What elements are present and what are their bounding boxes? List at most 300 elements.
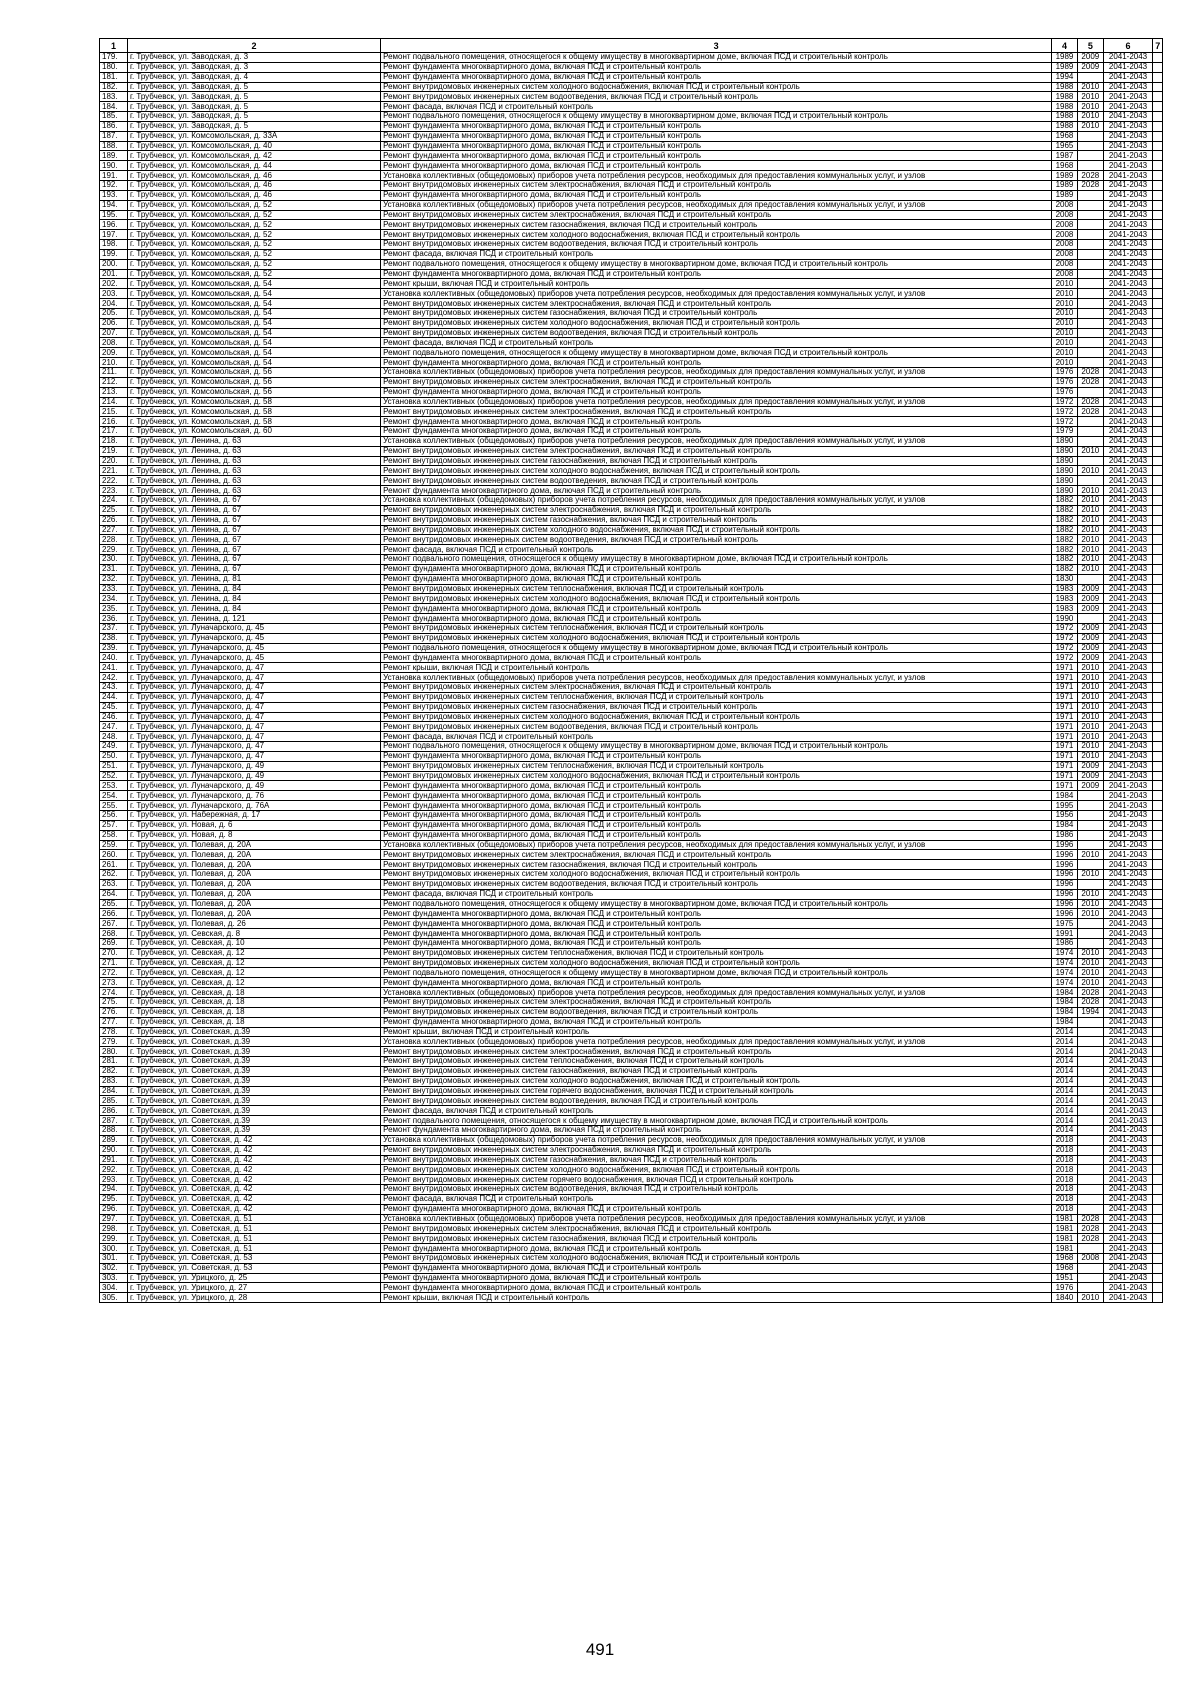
table-row bbox=[100, 53, 1163, 63]
row-build-year: 1971 bbox=[1052, 692, 1078, 702]
row-planned-period: 2041-2043 bbox=[1103, 791, 1153, 801]
row-work-type: Ремонт внутридомовых инженерных систем водоотведения, включая ПСД и строительный контроль bbox=[381, 1185, 1052, 1195]
row-last-repair-year bbox=[1077, 308, 1103, 318]
row-address: г. Трубчевск, ул. Комсомольская, д. 52 bbox=[128, 259, 381, 269]
row-empty-cell bbox=[1153, 948, 1163, 958]
table-row bbox=[100, 909, 1163, 919]
row-last-repair-year: 2010 bbox=[1077, 742, 1103, 752]
row-number: 215. bbox=[100, 407, 128, 417]
row-last-repair-year bbox=[1077, 1185, 1103, 1195]
row-build-year: 1981 bbox=[1052, 1224, 1078, 1234]
row-planned-period: 2041-2043 bbox=[1103, 121, 1153, 131]
row-empty-cell bbox=[1153, 840, 1163, 850]
row-empty-cell bbox=[1153, 210, 1163, 220]
row-address: г. Трубчевск, ул. Комсомольская, д. 52 bbox=[128, 230, 381, 240]
row-planned-period: 2041-2043 bbox=[1103, 279, 1153, 289]
row-empty-cell bbox=[1153, 1027, 1163, 1037]
row-empty-cell bbox=[1153, 308, 1163, 318]
row-number: 183. bbox=[100, 92, 128, 102]
row-empty-cell bbox=[1153, 456, 1163, 466]
row-empty-cell bbox=[1153, 1145, 1163, 1155]
row-address: г. Трубчевск, ул. Луначарского, д. 49 bbox=[128, 761, 381, 771]
row-last-repair-year: 2010 bbox=[1077, 486, 1103, 496]
row-planned-period: 2041-2043 bbox=[1103, 1076, 1153, 1086]
row-address: г. Трубчевск, ул. Комсомольская, д. 56 bbox=[128, 368, 381, 378]
row-build-year: 1983 bbox=[1052, 594, 1078, 604]
row-last-repair-year: 2010 bbox=[1077, 968, 1103, 978]
row-planned-period: 2041-2043 bbox=[1103, 495, 1153, 505]
table-row bbox=[100, 633, 1163, 643]
row-planned-period: 2041-2043 bbox=[1103, 712, 1153, 722]
row-number: 225. bbox=[100, 505, 128, 515]
row-number: 236. bbox=[100, 614, 128, 624]
row-address: г. Трубчевск, ул. Луначарского, д. 45 bbox=[128, 653, 381, 663]
row-number: 193. bbox=[100, 190, 128, 200]
row-work-type: Ремонт внутридомовых инженерных систем электроснабжения, включая ПСД и строительный контроль bbox=[381, 1047, 1052, 1057]
row-build-year: 1971 bbox=[1052, 732, 1078, 742]
row-address: г. Трубчевск, ул. Ленина, д. 84 bbox=[128, 604, 381, 614]
table-row bbox=[100, 594, 1163, 604]
row-build-year: 2008 bbox=[1052, 269, 1078, 279]
row-last-repair-year bbox=[1077, 1066, 1103, 1076]
row-planned-period: 2041-2043 bbox=[1103, 1214, 1153, 1224]
table-row bbox=[100, 860, 1163, 870]
row-last-repair-year bbox=[1077, 1096, 1103, 1106]
row-build-year: 1972 bbox=[1052, 643, 1078, 653]
row-number: 274. bbox=[100, 988, 128, 998]
row-planned-period: 2041-2043 bbox=[1103, 368, 1153, 378]
row-address: г. Трубчевск, ул. Комсомольская, д. 54 bbox=[128, 299, 381, 309]
row-last-repair-year bbox=[1077, 387, 1103, 397]
row-last-repair-year bbox=[1077, 1135, 1103, 1145]
row-build-year: 2014 bbox=[1052, 1106, 1078, 1116]
row-empty-cell bbox=[1153, 1224, 1163, 1234]
row-empty-cell bbox=[1153, 545, 1163, 555]
row-number: 265. bbox=[100, 899, 128, 909]
row-planned-period: 2041-2043 bbox=[1103, 683, 1153, 693]
row-last-repair-year bbox=[1077, 1204, 1103, 1214]
row-planned-period: 2041-2043 bbox=[1103, 820, 1153, 830]
row-last-repair-year bbox=[1077, 72, 1103, 82]
table-row bbox=[100, 131, 1163, 141]
row-address: г. Трубчевск, ул. Ленина, д. 63 bbox=[128, 456, 381, 466]
row-planned-period: 2041-2043 bbox=[1103, 515, 1153, 525]
table-row bbox=[100, 446, 1163, 456]
row-work-type: Ремонт внутридомовых инженерных систем электроснабжения, включая ПСД и строительный контроль bbox=[381, 446, 1052, 456]
table-row bbox=[100, 368, 1163, 378]
row-number: 220. bbox=[100, 456, 128, 466]
row-number: 281. bbox=[100, 1057, 128, 1067]
row-address: г. Трубчевск, ул. Советская, д.39 bbox=[128, 1125, 381, 1135]
row-last-repair-year: 2009 bbox=[1077, 653, 1103, 663]
row-empty-cell bbox=[1153, 476, 1163, 486]
table-row bbox=[100, 476, 1163, 486]
row-empty-cell bbox=[1153, 623, 1163, 633]
row-address: г. Трубчевск, ул. Полевая, д. 20А bbox=[128, 860, 381, 870]
table-row bbox=[100, 466, 1163, 476]
row-last-repair-year: 2010 bbox=[1077, 899, 1103, 909]
row-build-year: 1974 bbox=[1052, 968, 1078, 978]
row-last-repair-year: 2009 bbox=[1077, 584, 1103, 594]
row-work-type: Ремонт фундамента многоквартирного дома, включая ПСД и строительный контроль bbox=[381, 161, 1052, 171]
row-last-repair-year: 2009 bbox=[1077, 623, 1103, 633]
row-number: 197. bbox=[100, 230, 128, 240]
row-last-repair-year bbox=[1077, 830, 1103, 840]
row-last-repair-year: 2009 bbox=[1077, 643, 1103, 653]
row-build-year: 2008 bbox=[1052, 200, 1078, 210]
row-work-type: Ремонт фундамента многоквартирного дома, включая ПСД и строительный контроль bbox=[381, 653, 1052, 663]
row-build-year: 2010 bbox=[1052, 299, 1078, 309]
row-last-repair-year bbox=[1077, 259, 1103, 269]
row-work-type: Ремонт фасада, включая ПСД и строительный контроль bbox=[381, 1194, 1052, 1204]
row-planned-period: 2041-2043 bbox=[1103, 614, 1153, 624]
table-row bbox=[100, 299, 1163, 309]
row-build-year: 1890 bbox=[1052, 486, 1078, 496]
row-planned-period: 2041-2043 bbox=[1103, 141, 1153, 151]
row-work-type: Ремонт фундамента многоквартирного дома, включая ПСД и строительный контроль bbox=[381, 141, 1052, 151]
row-empty-cell bbox=[1153, 899, 1163, 909]
row-number: 216. bbox=[100, 417, 128, 427]
row-work-type: Ремонт внутридомовых инженерных систем водоотведения, включая ПСД и строительный контроль bbox=[381, 240, 1052, 250]
table-row bbox=[100, 663, 1163, 673]
row-build-year: 1971 bbox=[1052, 742, 1078, 752]
row-build-year: 1974 bbox=[1052, 978, 1078, 988]
table-row bbox=[100, 456, 1163, 466]
row-empty-cell bbox=[1153, 929, 1163, 939]
row-planned-period: 2041-2043 bbox=[1103, 545, 1153, 555]
row-number: 289. bbox=[100, 1135, 128, 1145]
row-number: 241. bbox=[100, 663, 128, 673]
row-empty-cell bbox=[1153, 889, 1163, 899]
row-last-repair-year bbox=[1077, 328, 1103, 338]
row-empty-cell bbox=[1153, 1273, 1163, 1283]
row-number: 275. bbox=[100, 998, 128, 1008]
row-number: 184. bbox=[100, 102, 128, 112]
row-work-type: Ремонт внутридомовых инженерных систем водоотведения, включая ПСД и строительный контроль bbox=[381, 1007, 1052, 1017]
row-work-type: Ремонт фундамента многоквартирного дома, включая ПСД и строительный контроль bbox=[381, 938, 1052, 948]
row-last-repair-year: 2028 bbox=[1077, 180, 1103, 190]
table-row bbox=[100, 141, 1163, 151]
row-work-type: Ремонт фасада, включая ПСД и строительный контроль bbox=[381, 249, 1052, 259]
table-row bbox=[100, 1125, 1163, 1135]
row-number: 263. bbox=[100, 879, 128, 889]
table-row bbox=[100, 161, 1163, 171]
row-address: г. Трубчевск, ул. Ленина, д. 63 bbox=[128, 466, 381, 476]
row-build-year: 2010 bbox=[1052, 318, 1078, 328]
table-row bbox=[100, 328, 1163, 338]
row-empty-cell bbox=[1153, 240, 1163, 250]
row-planned-period: 2041-2043 bbox=[1103, 1204, 1153, 1214]
row-last-repair-year bbox=[1077, 1165, 1103, 1175]
row-planned-period: 2041-2043 bbox=[1103, 929, 1153, 939]
row-number: 295. bbox=[100, 1194, 128, 1204]
row-empty-cell bbox=[1153, 259, 1163, 269]
row-address: г. Трубчевск, ул. Советская, д.39 bbox=[128, 1057, 381, 1067]
row-last-repair-year: 2010 bbox=[1077, 948, 1103, 958]
row-empty-cell bbox=[1153, 161, 1163, 171]
row-build-year: 1882 bbox=[1052, 505, 1078, 515]
row-build-year: 1989 bbox=[1052, 180, 1078, 190]
register-table bbox=[99, 38, 1163, 1303]
table-row bbox=[100, 968, 1163, 978]
row-planned-period: 2041-2043 bbox=[1103, 230, 1153, 240]
row-empty-cell bbox=[1153, 633, 1163, 643]
row-build-year: 1971 bbox=[1052, 781, 1078, 791]
table-row bbox=[100, 653, 1163, 663]
row-last-repair-year: 2009 bbox=[1077, 633, 1103, 643]
row-address: г. Трубчевск, ул. Ленина, д. 121 bbox=[128, 614, 381, 624]
row-planned-period: 2041-2043 bbox=[1103, 525, 1153, 535]
table-row bbox=[100, 830, 1163, 840]
row-planned-period: 2041-2043 bbox=[1103, 397, 1153, 407]
row-empty-cell bbox=[1153, 427, 1163, 437]
row-address: г. Трубчевск, ул. Заводская, д. 3 bbox=[128, 53, 381, 63]
row-number: 291. bbox=[100, 1155, 128, 1165]
row-build-year: 2018 bbox=[1052, 1175, 1078, 1185]
row-work-type: Ремонт фундамента многоквартирного дома, включая ПСД и строительный контроль bbox=[381, 820, 1052, 830]
row-build-year: 1882 bbox=[1052, 495, 1078, 505]
row-address: г. Трубчевск, ул. Комсомольская, д. 54 bbox=[128, 279, 381, 289]
row-planned-period: 2041-2043 bbox=[1103, 289, 1153, 299]
row-build-year: 2014 bbox=[1052, 1047, 1078, 1057]
row-address: г. Трубчевск, ул. Советская, д. 42 bbox=[128, 1145, 381, 1155]
table-row bbox=[100, 791, 1163, 801]
row-build-year: 1882 bbox=[1052, 555, 1078, 565]
row-address: г. Трубчевск, ул. Луначарского, д. 49 bbox=[128, 771, 381, 781]
row-planned-period: 2041-2043 bbox=[1103, 1116, 1153, 1126]
row-planned-period: 2041-2043 bbox=[1103, 702, 1153, 712]
row-build-year: 1968 bbox=[1052, 131, 1078, 141]
row-number: 250. bbox=[100, 751, 128, 761]
row-work-type: Ремонт внутридомовых инженерных систем электроснабжения, включая ПСД и строительный контроль bbox=[381, 1224, 1052, 1234]
row-work-type: Ремонт внутридомовых инженерных систем электроснабжения, включая ПСД и строительный контроль bbox=[381, 505, 1052, 515]
row-empty-cell bbox=[1153, 200, 1163, 210]
row-build-year: 2008 bbox=[1052, 210, 1078, 220]
row-last-repair-year: 2010 bbox=[1077, 958, 1103, 968]
row-planned-period: 2041-2043 bbox=[1103, 407, 1153, 417]
row-build-year: 1956 bbox=[1052, 810, 1078, 820]
row-work-type: Ремонт фундамента многоквартирного дома, включая ПСД и строительный контроль bbox=[381, 1283, 1052, 1293]
row-empty-cell bbox=[1153, 810, 1163, 820]
row-number: 243. bbox=[100, 683, 128, 693]
row-planned-period: 2041-2043 bbox=[1103, 1145, 1153, 1155]
row-empty-cell bbox=[1153, 269, 1163, 279]
row-work-type: Ремонт фундамента многоквартирного дома, включая ПСД и строительный контроль bbox=[381, 151, 1052, 161]
table-row bbox=[100, 190, 1163, 200]
row-empty-cell bbox=[1153, 1253, 1163, 1263]
row-work-type: Ремонт внутридомовых инженерных систем электроснабжения, включая ПСД и строительный контроль bbox=[381, 407, 1052, 417]
col-header: 1 bbox=[100, 39, 128, 53]
row-work-type: Ремонт крыши, включая ПСД и строительный контроль bbox=[381, 1027, 1052, 1037]
row-empty-cell bbox=[1153, 1125, 1163, 1135]
row-number: 227. bbox=[100, 525, 128, 535]
table-row bbox=[100, 171, 1163, 181]
row-last-repair-year bbox=[1077, 249, 1103, 259]
header-row bbox=[100, 39, 1163, 53]
row-work-type: Ремонт фундамента многоквартирного дома, включая ПСД и строительный контроль bbox=[381, 427, 1052, 437]
table-row bbox=[100, 810, 1163, 820]
row-work-type: Ремонт фундамента многоквартирного дома, включая ПСД и строительный контроль bbox=[381, 614, 1052, 624]
row-build-year: 1968 bbox=[1052, 1253, 1078, 1263]
row-number: 249. bbox=[100, 742, 128, 752]
row-work-type: Ремонт внутридомовых инженерных систем водоотведения, включая ПСД и строительный контроль bbox=[381, 1096, 1052, 1106]
row-empty-cell bbox=[1153, 1017, 1163, 1027]
row-address: г. Трубчевск, ул. Луначарского, д. 76А bbox=[128, 801, 381, 811]
row-number: 300. bbox=[100, 1244, 128, 1254]
row-address: г. Трубчевск, ул. Луначарского, д. 45 bbox=[128, 623, 381, 633]
table-row bbox=[100, 761, 1163, 771]
row-work-type: Ремонт фасада, включая ПСД и строительный контроль bbox=[381, 102, 1052, 112]
row-number: 199. bbox=[100, 249, 128, 259]
row-empty-cell bbox=[1153, 1106, 1163, 1116]
row-address: г. Трубчевск, ул. Ленина, д. 67 bbox=[128, 564, 381, 574]
row-last-repair-year bbox=[1077, 436, 1103, 446]
row-last-repair-year bbox=[1077, 929, 1103, 939]
row-empty-cell bbox=[1153, 1244, 1163, 1254]
row-last-repair-year: 2028 bbox=[1077, 1224, 1103, 1234]
row-build-year: 2018 bbox=[1052, 1135, 1078, 1145]
row-work-type: Ремонт подвального помещения, относящегося к общему имуществу в многоквартирном доме, включая ПСД и строительный контроль bbox=[381, 555, 1052, 565]
table-row bbox=[100, 722, 1163, 732]
row-number: 298. bbox=[100, 1224, 128, 1234]
row-build-year: 1989 bbox=[1052, 190, 1078, 200]
row-planned-period: 2041-2043 bbox=[1103, 1234, 1153, 1244]
table-row bbox=[100, 623, 1163, 633]
row-address: г. Трубчевск, ул. Советская, д.39 bbox=[128, 1037, 381, 1047]
row-address: г. Трубчевск, ул. Севская, д. 8 bbox=[128, 929, 381, 939]
row-build-year: 1986 bbox=[1052, 938, 1078, 948]
table-row bbox=[100, 112, 1163, 122]
row-empty-cell bbox=[1153, 732, 1163, 742]
row-last-repair-year bbox=[1077, 1116, 1103, 1126]
row-address: г. Трубчевск, ул. Заводская, д. 5 bbox=[128, 112, 381, 122]
table-row bbox=[100, 751, 1163, 761]
row-work-type: Установка коллективных (общедомовых) приборов учета потребления ресурсов, необходимых для предоставления коммунальных услуг, и узлов bbox=[381, 200, 1052, 210]
row-build-year: 1840 bbox=[1052, 1293, 1078, 1303]
row-empty-cell bbox=[1153, 1007, 1163, 1017]
row-address: г. Трубчевск, ул. Луначарского, д. 47 bbox=[128, 702, 381, 712]
row-work-type: Ремонт фундамента многоквартирного дома, включая ПСД и строительный контроль bbox=[381, 1125, 1052, 1135]
row-work-type: Ремонт фундамента многоквартирного дома, включая ПСД и строительный контроль bbox=[381, 387, 1052, 397]
row-work-type: Ремонт внутридомовых инженерных систем горячего водоснабжения, включая ПСД и строительный контроль bbox=[381, 1175, 1052, 1185]
row-planned-period: 2041-2043 bbox=[1103, 830, 1153, 840]
table-row bbox=[100, 820, 1163, 830]
row-build-year: 1984 bbox=[1052, 791, 1078, 801]
table-row bbox=[100, 269, 1163, 279]
row-empty-cell bbox=[1153, 1204, 1163, 1214]
row-empty-cell bbox=[1153, 407, 1163, 417]
row-number: 245. bbox=[100, 702, 128, 712]
row-work-type: Ремонт крыши, включая ПСД и строительный контроль bbox=[381, 1293, 1052, 1303]
row-empty-cell bbox=[1153, 1066, 1163, 1076]
row-last-repair-year bbox=[1077, 338, 1103, 348]
row-planned-period: 2041-2043 bbox=[1103, 663, 1153, 673]
row-build-year: 2010 bbox=[1052, 358, 1078, 368]
row-build-year: 2014 bbox=[1052, 1037, 1078, 1047]
table-row bbox=[100, 1234, 1163, 1244]
table-row bbox=[100, 1165, 1163, 1175]
row-last-repair-year bbox=[1077, 299, 1103, 309]
table-row bbox=[100, 850, 1163, 860]
row-planned-period: 2041-2043 bbox=[1103, 161, 1153, 171]
row-build-year: 1981 bbox=[1052, 1234, 1078, 1244]
row-address: г. Трубчевск, ул. Комсомольская, д. 44 bbox=[128, 161, 381, 171]
row-empty-cell bbox=[1153, 446, 1163, 456]
row-build-year: 1971 bbox=[1052, 722, 1078, 732]
table-row bbox=[100, 102, 1163, 112]
table-row bbox=[100, 358, 1163, 368]
row-last-repair-year: 2010 bbox=[1077, 712, 1103, 722]
col-header: 7 bbox=[1153, 39, 1163, 53]
row-last-repair-year bbox=[1077, 860, 1103, 870]
row-number: 253. bbox=[100, 781, 128, 791]
row-last-repair-year bbox=[1077, 220, 1103, 230]
row-address: г. Трубчевск, ул. Комсомольская, д. 58 bbox=[128, 397, 381, 407]
row-address: г. Трубчевск, ул. Комсомольская, д. 58 bbox=[128, 407, 381, 417]
row-address: г. Трубчевск, ул. Советская, д. 51 bbox=[128, 1234, 381, 1244]
table-row bbox=[100, 486, 1163, 496]
row-build-year: 1976 bbox=[1052, 368, 1078, 378]
row-planned-period: 2041-2043 bbox=[1103, 318, 1153, 328]
row-address: г. Трубчевск, ул. Комсомольская, д. 54 bbox=[128, 328, 381, 338]
table-row bbox=[100, 230, 1163, 240]
row-planned-period: 2041-2043 bbox=[1103, 1185, 1153, 1195]
row-build-year: 2014 bbox=[1052, 1096, 1078, 1106]
row-build-year: 1988 bbox=[1052, 92, 1078, 102]
row-empty-cell bbox=[1153, 151, 1163, 161]
row-empty-cell bbox=[1153, 1155, 1163, 1165]
row-work-type: Ремонт подвального помещения, относящегося к общему имуществу в многоквартирном доме, включая ПСД и строительный контроль bbox=[381, 53, 1052, 63]
row-address: г. Трубчевск, ул. Луначарского, д. 47 bbox=[128, 673, 381, 683]
table-row bbox=[100, 948, 1163, 958]
row-address: г. Трубчевск, ул. Советская, д. 51 bbox=[128, 1214, 381, 1224]
row-work-type: Установка коллективных (общедомовых) приборов учета потребления ресурсов, необходимых для предоставления коммунальных услуг, и узлов bbox=[381, 495, 1052, 505]
row-work-type: Ремонт внутридомовых инженерных систем теплоснабжения, включая ПСД и строительный контроль bbox=[381, 623, 1052, 633]
row-planned-period: 2041-2043 bbox=[1103, 1155, 1153, 1165]
table-row bbox=[100, 958, 1163, 968]
row-address: г. Трубчевск, ул. Комсомольская, д. 54 bbox=[128, 289, 381, 299]
row-last-repair-year bbox=[1077, 289, 1103, 299]
row-work-type: Ремонт внутридомовых инженерных систем холодного водоснабжения, включая ПСД и строительный контроль bbox=[381, 466, 1052, 476]
row-work-type: Ремонт внутридомовых инженерных систем электроснабжения, включая ПСД и строительный контроль bbox=[381, 683, 1052, 693]
row-number: 278. bbox=[100, 1027, 128, 1037]
row-empty-cell bbox=[1153, 180, 1163, 190]
row-last-repair-year bbox=[1077, 190, 1103, 200]
row-number: 260. bbox=[100, 850, 128, 860]
row-planned-period: 2041-2043 bbox=[1103, 190, 1153, 200]
row-planned-period: 2041-2043 bbox=[1103, 486, 1153, 496]
row-last-repair-year: 2010 bbox=[1077, 663, 1103, 673]
row-work-type: Ремонт крыши, включая ПСД и строительный контроль bbox=[381, 663, 1052, 673]
table-row bbox=[100, 348, 1163, 358]
row-number: 229. bbox=[100, 545, 128, 555]
row-work-type: Ремонт внутридомовых инженерных систем газоснабжения, включая ПСД и строительный контроль bbox=[381, 1066, 1052, 1076]
row-address: г. Трубчевск, ул. Советская, д. 51 bbox=[128, 1244, 381, 1254]
row-build-year: 1972 bbox=[1052, 623, 1078, 633]
row-empty-cell bbox=[1153, 318, 1163, 328]
table-row bbox=[100, 387, 1163, 397]
row-work-type: Ремонт фундамента многоквартирного дома, включая ПСД и строительный контроль bbox=[381, 564, 1052, 574]
row-last-repair-year bbox=[1077, 810, 1103, 820]
row-number: 186. bbox=[100, 121, 128, 131]
row-number: 302. bbox=[100, 1263, 128, 1273]
row-planned-period: 2041-2043 bbox=[1103, 505, 1153, 515]
row-planned-period: 2041-2043 bbox=[1103, 1125, 1153, 1135]
row-number: 255. bbox=[100, 801, 128, 811]
row-last-repair-year bbox=[1077, 141, 1103, 151]
row-last-repair-year: 2009 bbox=[1077, 62, 1103, 72]
table-row bbox=[100, 929, 1163, 939]
